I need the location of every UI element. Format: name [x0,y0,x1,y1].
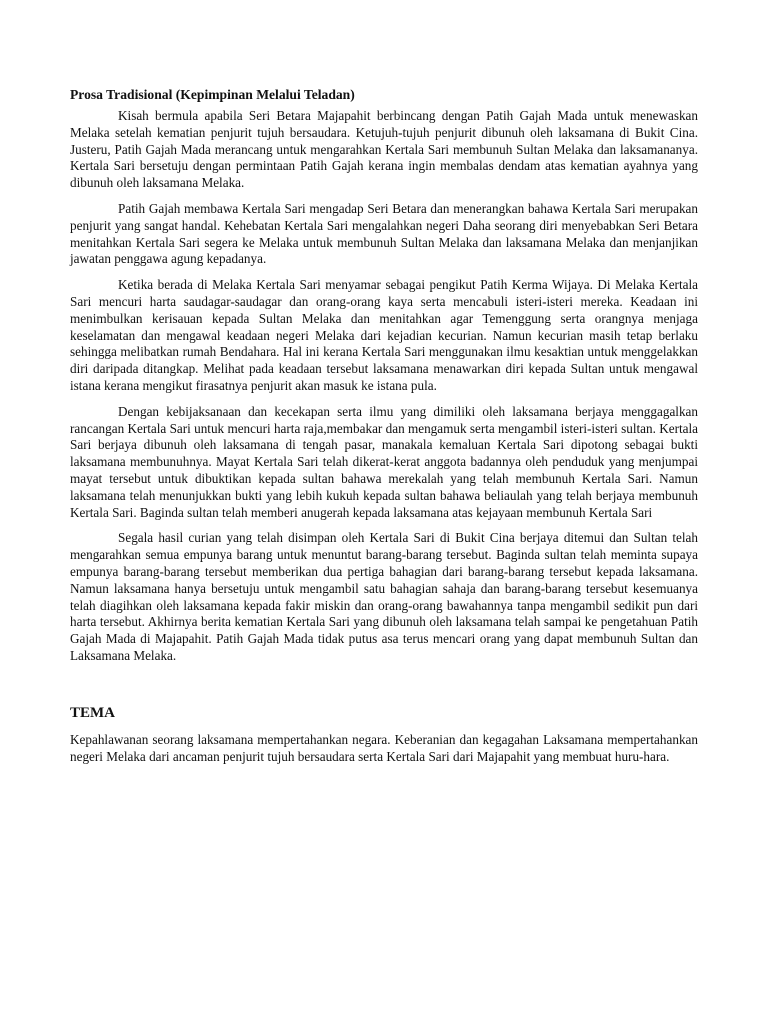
tema-paragraph: Kepahlawanan seorang laksamana mempertahankan negara. Keberanian dan kegagahan Laksamana mempertahankan negeri Melaka dari ancaman penjurit tujuh bersaudara serta Kertala Sari dari Majapahit yang membuat huru-hara. [70,731,698,764]
paragraph-5: Segala hasil curian yang telah disimpan oleh Kertala Sari di Bukit Cina berjaya ditemui dan Sultan telah mengarahkan semua empunya barang untuk menuntut barang-barang tersebut. Baginda sultan telah meminta supaya empunya barang-barang tersebut memberikan dua pertiga bahagian dari barang-barang tersebut kepada laksamana. Namun laksamana hanya bersetuju untuk mengambil satu bahagian sahaja dan barang-barang tersebut kesemuanya telah diagihkan oleh laksamana kepada fakir miskin dan orang-orang bawahannya tanpa mengambil sedikit pun dari harta tersebut. Akhirnya berita kematian Kertala Sari yang dibunuh oleh laksamana telah sampai ke pengetahuan Patih Gajah Mada di Majapahit. Patih Gajah Mada tidak putus asa terus mencari orang yang dapat membunuh Sultan dan Laksamana Melaka. [70,530,698,663]
paragraph-1: Kisah bermula apabila Seri Betara Majapahit berbincang dengan Patih Gajah Mada untuk menewaskan Melaka setelah kematian penjurit tujuh bersaudara. Ketujuh-tujuh penjurit dibunuh oleh laksamana di Bukit Cina. Justeru, Patih Gajah Mada merancang untuk mengarahkan Kertala Sari membunuh Sultan Melaka dan laksamananya. Kertala Sari bersetuju dengan permintaan Patih Gajah kerana ingin membalas dendam atas kematian ayahnya yang dibunuh oleh laksamana Melaka. [70,108,698,191]
section-heading-tema: TEMA [70,704,115,721]
paragraph-2: Patih Gajah membawa Kertala Sari mengadap Seri Betara dan menerangkan bahawa Kertala Sari merupakan penjurit yang sangat handal. Kehebatan Kertala Sari mengalahkan negeri Daha seorang diri menyebabkan Seri Betara menitahkan Kertala Sari segera ke Melaka untuk membunuh Sultan Melaka dan laksamana Melaka dan menjanjikan jawatan penggawa agung kepadanya. [70,200,698,267]
document-title: Prosa Tradisional (Kepimpinan Melalui Teladan) [70,87,355,102]
paragraph-4: Dengan kebijaksanaan dan kecekapan serta ilmu yang dimiliki oleh laksamana berjaya menggagalkan rancangan Kertala Sari untuk mencuri harta raja,membakar dan mengamuk serta mengambil isteri-isteri sultan. Kertala Sari berjaya dibunuh oleh laksamana di tengah pasar, manakala kemaluan Kertala Sari dipotong sebagai bukti laksamana membunuhnya. Mayat Kertala Sari telah dikerat-kerat anggota badannya oleh penduduk yang menjumpai mayat tersebut untuk dibuktikan kepada sultan bahawa merekalah yang telah membunuh Kertala Sari. Namun laksamana telah menunjukkan bukti yang lebih kukuh kepada sultan bahawa beliaulah yang telah berjaya membunuh Kertala Sari. Baginda sultan telah memberi anugerah kepada laksamana atas kejayaan membunuh Kertala Sari [70,403,698,520]
paragraph-3: Ketika berada di Melaka Kertala Sari menyamar sebagai pengikut Patih Kerma Wijaya. Di Melaka Kertala Sari mencuri harta saudagar-saudagar dan orang-orang kaya serta mencabuli isteri-isteri mereka. Keadaan ini menimbulkan kerisauan kepada Sultan Melaka dan menitahkan agar Temenggung serta orangnya menjaga keselamatan dan mengawal keadaan negeri Melaka dari kejadian kecurian. Namun kecurian masih tetap berlaku sehingga melibatkan rumah Bendahara. Hal ini kerana Kertala Sari menggunakan ilmu kesaktian untuk menggelakkan diri daripada ditangkap. Melihat pada keadaan tersebut laksamana menawarkan diri kepada Sultan untuk mengawal istana kerana mengikut firasatnya penjurit akan masuk ke istana pula. [70,277,698,393]
